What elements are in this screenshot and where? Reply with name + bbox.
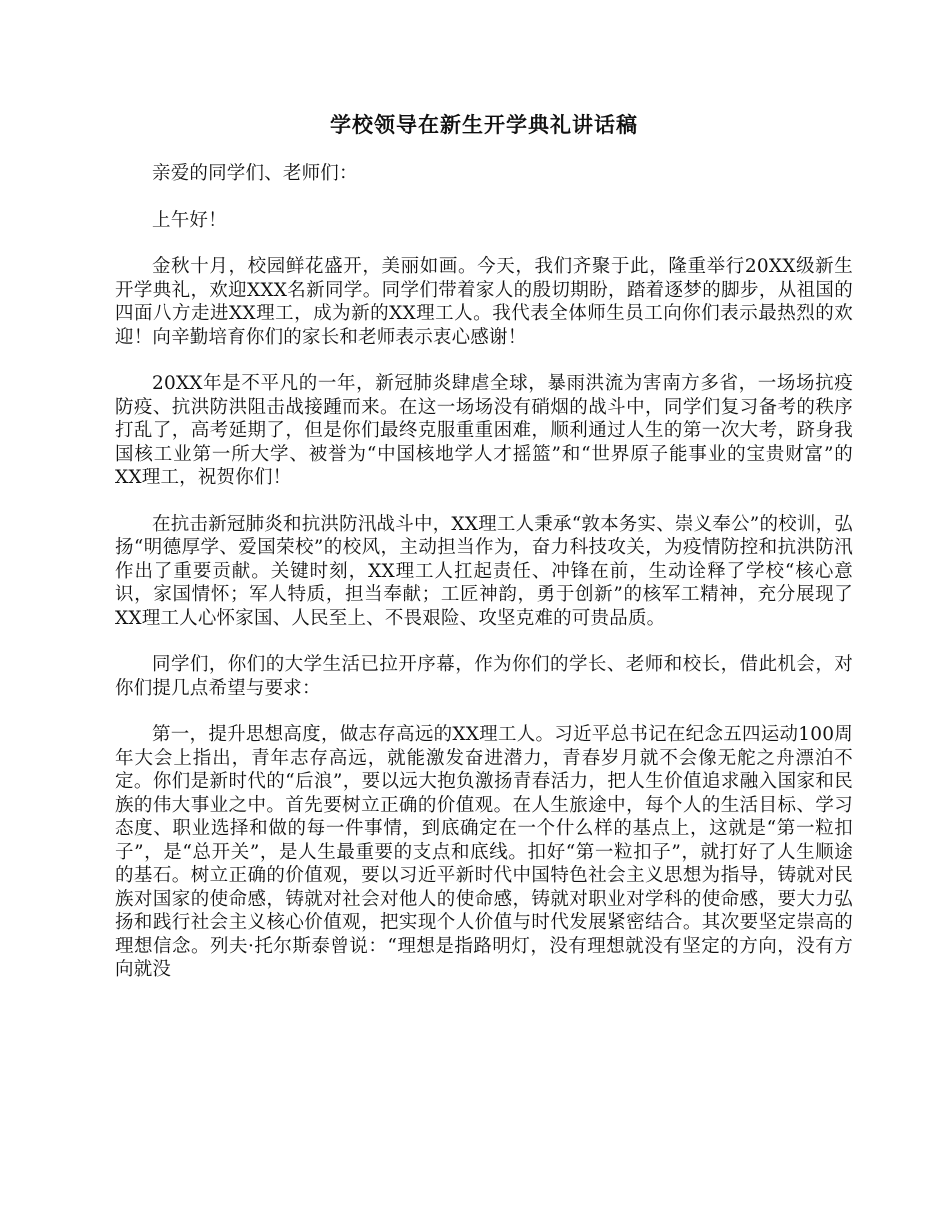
document-page <box>115 110 853 982</box>
paragraph-welcome: 金秋十月，校园鲜花盛开，美丽如画。今天，我们齐聚于此，隆重举行20XX级新生开学典礼，欢迎XXX名新同学。同学们带着家人的殷切期盼，踏着逐梦的脚步，从祖国的四面八方走进XX理工，成为新的XX理工人。我代表全体师生员工向你们表示最热烈的欢迎！向辛勤培育你们的家长和老师表示衷心感谢！ <box>115 256 853 348</box>
paragraph-year-review: 20XX年是不平凡的一年，新冠肺炎肆虐全球，暴雨洪流为害南方多省，一场场抗疫防疫、抗洪防洪阻击战接踵而来。在这一场场没有硝烟的战斗中，同学们复习备考的秩序打乱了，高考延期了，但是你们最终克服重重困难，顺利通过人生的第一次大考，跻身我国核工业第一所大学、被誉为“中国核地学人才摇篮”和“世界原子能事业的宝贵财富”的XX理工，祝贺你们！ <box>115 373 853 488</box>
document-title: 学校领导在新生开学典礼讲话稿 <box>330 112 638 137</box>
paragraph-first-point: 第一，提升思想高度，做志存高远的XX理工人。习近平总书记在纪念五四运动100周年大会上指出，青年志存高远，就能激发奋进潜力，青春岁月就不会像无舵之舟漂泊不定。你们是新时代的“后浪”，要以远大抱负激扬青春活力，把人生价值追求融入国家和民族的伟大事业之中。首先要树立正确的价值观。在人生旅途中，每个人的生活目标、学习态度、职业选择和做的每一件事情，到底确定在一个什么样的基点上，这就是“第一粒扣子”，是“总开关”，是人生最重要的支点和底线。扣好“第一粒扣子”，就打好了人生顺途的基石。树立正确的价值观，要以习近平新时代中国特色社会主义思想为指导，铸就对民族对国家的使命感，铸就对社会对他人的使命感，铸就对职业对学科的使命感，要大力弘扬和践行社会主义核心价值观，把实现个人价值与时代发展紧密结合。其次要坚定崇高的理想信念。列夫·托尔斯泰曾说：“理想是指路明灯，没有理想就没有坚定的方向，没有方向就没 <box>115 724 853 980</box>
greeting: 上午好！ <box>152 209 227 231</box>
paragraph-spirit: 在抗击新冠肺炎和抗洪防汛战斗中，XX理工人秉承“敦本务实、崇义奉公”的校训，弘扬“明德厚学、爱国荣校”的校风，主动担当作为，奋力科技攻关，为疫情防控和抗洪防汛作出了重要贡献。关键时刻，XX理工人扛起责任、冲锋在前，生动诠释了学校“核心意识，家国情怀；军人特质，担当奉献；工匠神韵，勇于创新”的核军工精神，充分展现了XX理工人心怀家国、人民至上、不畏艰险、攻坚克难的可贵品质。 <box>115 513 853 629</box>
salutation: 亲爱的同学们、老师们： <box>152 163 358 184</box>
paragraph-hopes-intro: 同学们，你们的大学生活已拉开序幕，作为你们的学长、老师和校长，借此机会，对你们提几点希望与要求： <box>115 654 853 699</box>
